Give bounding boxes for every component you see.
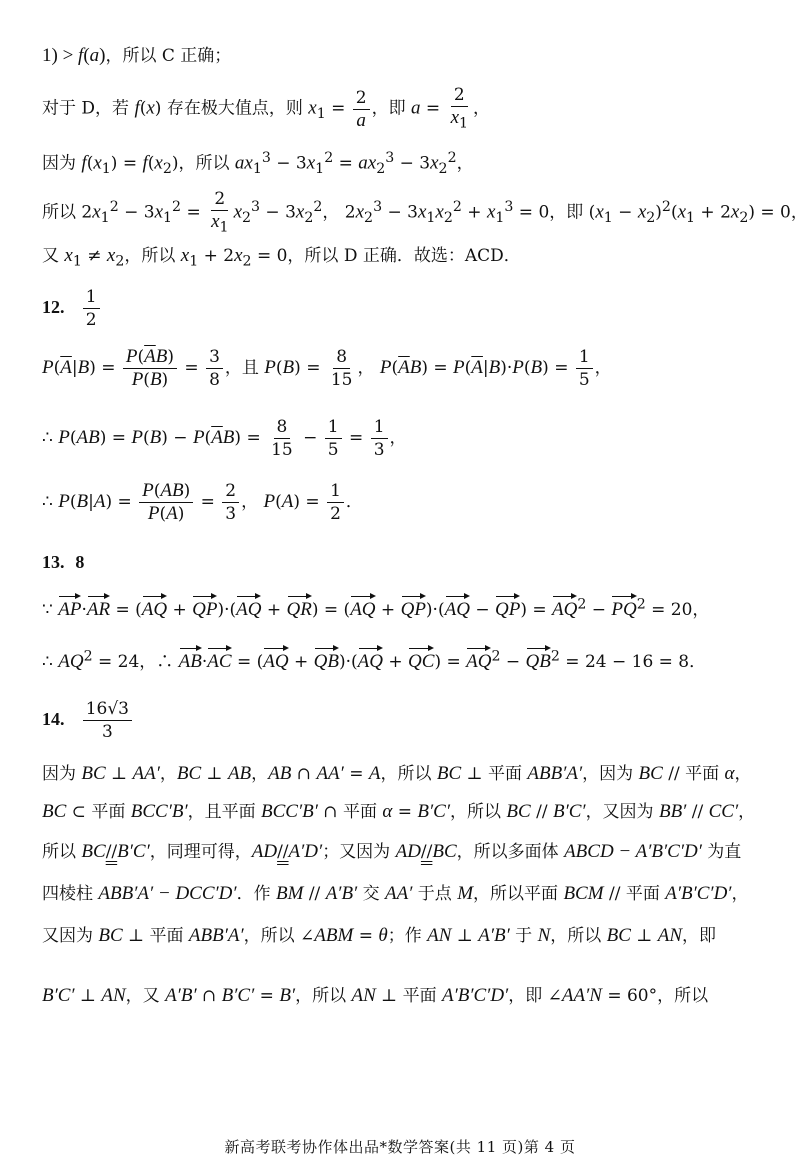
page-footer: 新高考联考协作体出品*数学答案(共 11 页)第 4 页 bbox=[224, 1138, 576, 1156]
solution-line-5: 又 $x_1 \ne x_2$，所以 $x_1 + 2x_2 = 0$，所以 D 正确．故选：ACD． bbox=[42, 245, 521, 270]
question-14-line-3: 所以 BC//B′C′，同理可得，AD//A′D′；又因为 AD//BC，所以多面体 ABCD − A′B′C′D′ 为直 bbox=[42, 841, 742, 862]
question-12-line-1: $P(\overline{A}|B)$ = $\frac{P(\overline{A}B)}{P(B)}$ = $\frac{3}{8}$ ，且 P(B) = $\frac{8}{15}$ ， $P(\overline{A}B) = P(\overline{A}|B)\cdot P(B)$ = $\frac{1}{5}$ ， bbox=[42, 346, 612, 390]
question-14-line-2: BC ⊂ 平面 BCC′B′，且平面 BCC′B′ ∩ 平面 α = B′C′，所以 BC // B′C′，又因为 BB′ // CC′， bbox=[42, 801, 756, 822]
question-14-line-4: 四棱柱 ABB′A′ − DCC′D′．作 BM // A′B′ 交 AA′ 于点 M，所以平面 BCM // 平面 A′B′C′D′， bbox=[42, 883, 749, 904]
question-13-header: 13. 8 bbox=[42, 552, 85, 572]
question-14-header: 14. $\frac{16√3}{3}$ bbox=[42, 698, 134, 743]
question-14-line-6: B′C′ ⊥ AN，又 A′B′ ∩ B′C′ = B′，所以 AN ⊥ 平面 A′B′C′D′，即 ∠AA′N = 60°，所以 bbox=[42, 985, 709, 1006]
solution-line-2: 对于 D，若 f(x) 存在极大值点，则 $x_1$ = $\frac{2}{a}$ ，即 a = $\frac{2}{x_1}$ ， bbox=[42, 85, 491, 132]
solution-line-4: 所以 $2x_1^2 - 3x_1^2$ = $\frac{2}{x_1}$ $x_2^3 - 3x_2^2$， $2x_2^3 - 3x_1x_2^2 + x_1^3 = 0$，即 $(x_1 - x_2)^2(x_1 + 2x_2) = 0$， bbox=[42, 189, 808, 236]
question-13-line-1: ∵ $AP\cdot AR = (AQ + QP)\cdot(AQ + QR) = (AQ + QP)\cdot(AQ - QP) = AQ^2 - PQ^2 = 20$， bbox=[42, 592, 709, 622]
question-14-line-1: 因为 BC ⊥ AA′，BC ⊥ AB，AB ∩ AA′ = A，所以 BC ⊥ 平面 ABB′A′，因为 BC // 平面 α， bbox=[42, 763, 752, 784]
solution-line-3: 因为 $f(x_1) = f(x_2)$，所以 $ax_1^3 - 3x_1^2 = ax_2^3 - 3x_2^2$， bbox=[42, 150, 474, 178]
question-14-line-5: 又因为 BC ⊥ 平面 ABB′A′，所以 ∠ABM = θ；作 AN ⊥ A′B′ 于 N，所以 BC ⊥ AN，即 bbox=[42, 925, 717, 946]
question-13-line-2: ∴ $AQ^2 = 24$，∴ $AB\cdot AC = (AQ + QB)\cdot(AQ + QC) = AQ^2 - QB^2 = 24 - 16 = 8$． bbox=[42, 644, 706, 674]
question-12-line-3: ∴ P(B|A) = $\frac{P(AB)}{P(A)}$ = $\frac{2}{3}$ ， P(A) = $\frac{1}{2}$ ． bbox=[42, 480, 363, 524]
solution-line-1: 1) > f(a)，所以 C 正确； bbox=[42, 45, 232, 66]
question-12-header: 12. $\frac{1}{2}$ bbox=[42, 286, 102, 331]
question-12-line-2: ∴ $P(AB) = P(B) - P(\overline{A}B)$ = $\frac{8}{15}$ − $\frac{1}{5}$ = $\frac{1}{3}$ ， bbox=[42, 417, 407, 460]
